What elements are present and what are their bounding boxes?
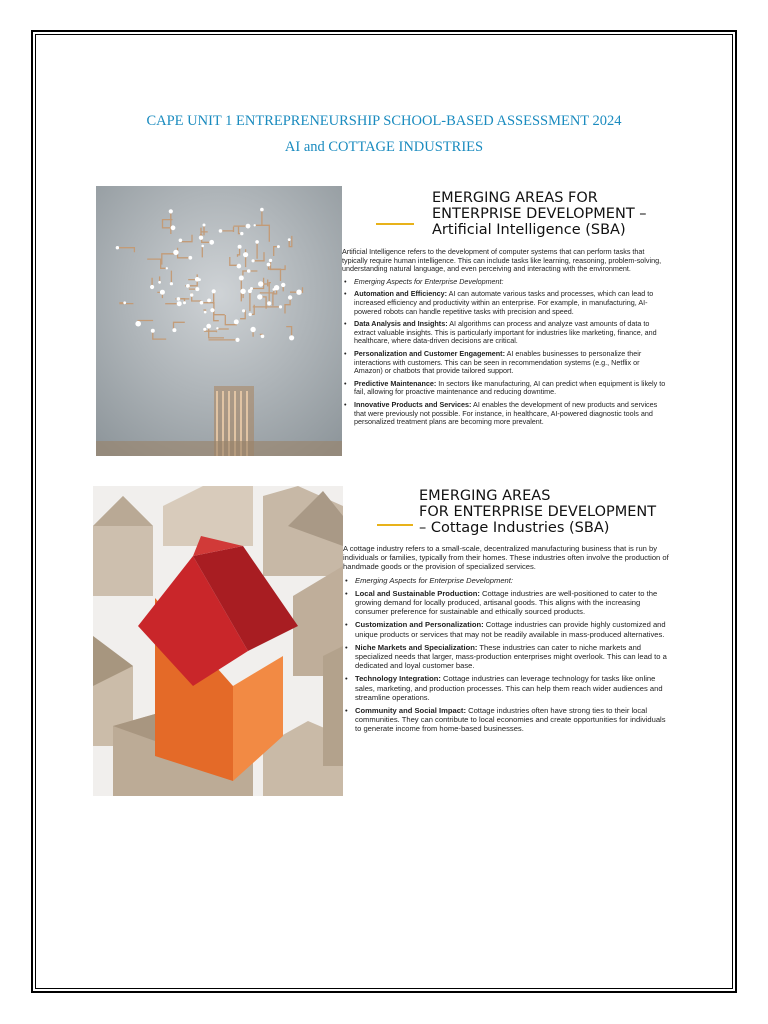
list-item: • Automation and Efficiency: AI can automate various tasks and processes, which can lead to increased efficiency and productivity within an enterprise. For example, in manufacturing, AI-powered robots can handle repetitive tasks with precision and speed. bbox=[342, 290, 668, 316]
bullet-subheading: • Emerging Aspects for Enterprise Development: bbox=[343, 576, 673, 585]
slide-ai-content bbox=[342, 186, 668, 427]
bullet-subheading: • Emerging Aspects for Enterprise Development: bbox=[342, 278, 668, 287]
slide-intro: A cottage industry refers to a small-scale, decentralized manufacturing business that is run by individuals or families, typically from their homes. These industries often involve the production of handmade goods or the provision of specialized services. bbox=[343, 544, 669, 572]
slide-cottage-content bbox=[343, 486, 673, 734]
slide-title-line: EMERGING AREAS bbox=[419, 488, 551, 504]
list-item: • Local and Sustainable Production: Cottage industries are well-positioned to cater to the growing demand for locally produced, artisanal goods. This aligns with the increasing consumer preference for sustainable and ethically sourced products. bbox=[343, 589, 673, 617]
list-item: • Community and Social Impact: Cottage industries often have strong ties to their local communities. They can contribute to local economies and create opportunities for individuals to generate income from home-based businesses. bbox=[343, 706, 673, 734]
list-item: • Innovative Products and Services: AI enables the development of new products and services that were previously not possible. For instance, in healthcare, AI-powered diagnostic tools and personalized treatment plans are becoming more prevalent. bbox=[342, 401, 668, 427]
list-item: • Data Analysis and Insights: AI algorithms can process and analyze vast amounts of data to extract valuable insights. This is particularly important for industries like marketing, finance, and healthcare, where data-driven decisions are critical. bbox=[342, 320, 668, 346]
slide-ai bbox=[96, 186, 672, 456]
circuit-brain-icon bbox=[96, 186, 342, 456]
slide-intro: Artificial Intelligence refers to the development of computer systems that can perform tasks that typically require human intelligence. This can include tasks like learning, reasoning, problem-solving, understanding natural language, and even perceiving and interacting with the environment. bbox=[342, 247, 662, 274]
list-item: • Predictive Maintenance: In sectors like manufacturing, AI can predict when equipment is likely to fail, allowing for proactive maintenance and reducing downtime. bbox=[342, 380, 668, 397]
slide-title-line: FOR ENTERPRISE DEVELOPMENT bbox=[419, 504, 657, 520]
slide-cottage bbox=[93, 486, 677, 796]
document-subtitle: AI and COTTAGE INDUSTRIES bbox=[284, 139, 484, 155]
list-item: • Customization and Personalization: Cottage industries can provide highly customized and unique products or services that may not be readily available in mass-produced alternatives. bbox=[343, 620, 673, 638]
accent-bar bbox=[377, 524, 413, 526]
wooden-houses-icon bbox=[93, 486, 343, 796]
list-item: • Niche Markets and Specialization: These industries can cater to niche markets and specialized needs that larger, mass-production enterprises might overlook. This can lead to a dedicated and loyal customer base. bbox=[343, 643, 673, 671]
slide-title-line: ENTERPRISE DEVELOPMENT – bbox=[432, 206, 647, 222]
bullet-list bbox=[342, 278, 668, 427]
list-item: • Technology Integration: Cottage industries can leverage technology for tasks like online sales, marketing, and production processes. This can help them reach wider audiences and streamline operations. bbox=[343, 674, 673, 702]
bullet-list bbox=[343, 576, 673, 734]
list-item: • Personalization and Customer Engagement: AI enables businesses to personalize their interactions with customers. This can be seen in recommendation systems (e.g., Netflix or Amazon) or chatbots that provide tailored support. bbox=[342, 350, 668, 376]
slide-title-line: – Cottage Industries (SBA) bbox=[419, 520, 610, 536]
accent-bar bbox=[376, 223, 414, 225]
slide-title-line: EMERGING AREAS FOR bbox=[432, 190, 598, 206]
slide-title-line: Artificial Intelligence (SBA) bbox=[432, 222, 626, 238]
document-title: CAPE UNIT 1 ENTREPRENEURSHIP SCHOOL-BASED ASSESSMENT 2024 bbox=[146, 113, 622, 129]
